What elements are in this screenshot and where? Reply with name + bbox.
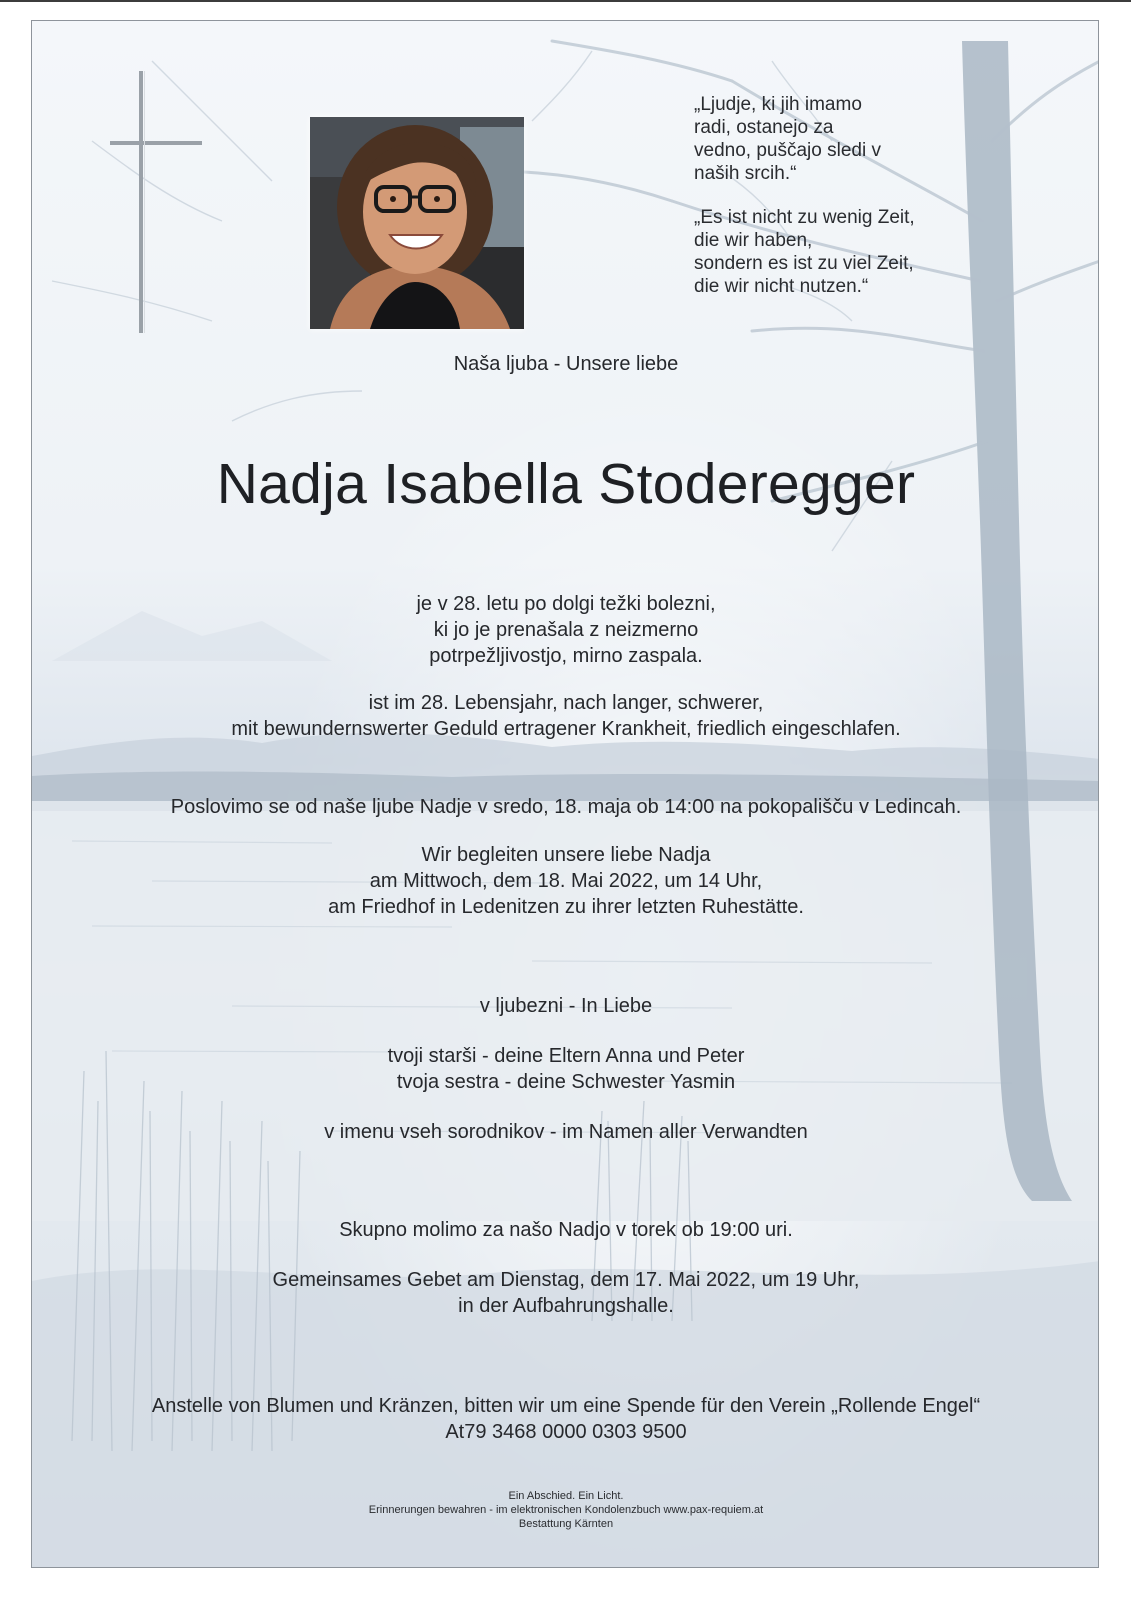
intro-line: Naša ljuba - Unsere liebe <box>453 353 679 375</box>
slovene-quote: „Ljudje, ki jih imamo radi, ostanejo za vedno, puščajo sledi v naših srcih.“ <box>694 94 881 184</box>
page-top-rule <box>0 0 1131 2</box>
cross-icon <box>110 71 210 341</box>
donation-text: Anstelle von Blumen und Kränzen, bitten wir um eine Spende für den Verein „Rollende Engel“ At79 3468 0000 0303 9500 <box>151 1395 981 1443</box>
german-prayer-text: Gemeinsames Gebet am Dienstag, dem 17. Mai 2022, um 19 Uhr, in der Aufbahrungshalle. <box>272 1269 860 1317</box>
deceased-portrait-photo <box>310 117 524 329</box>
slovene-passing-text: je v 28. letu po dolgi težki bolezni, ki jo je prenašala z neizmerno potrpežljivostjo, mirno zaspala. <box>416 593 716 667</box>
memorial-quotes <box>694 93 994 319</box>
slovene-prayer-text: Skupno molimo za našo Nadjo v torek ob 19:00 uri. <box>339 1219 793 1241</box>
slovene-funeral-text: Poslovimo se od naše ljube Nadje v sredo, 18. maja ob 14:00 na pokopališču v Ledincah. <box>170 796 962 818</box>
german-passing-text: ist im 28. Lebensjahr, nach langer, schwerer, mit bewundernswerter Geduld ertragener Krankheit, friedlich eingeschlafen. <box>231 692 901 740</box>
german-funeral-text: Wir begleiten unsere liebe Nadja am Mittwoch, dem 18. Mai 2022, um 14 Uhr, am Friedhof in Ledenitzen zu ihrer letzten Ruhestätte. <box>328 844 804 918</box>
in-love-line: v ljubezni - In Liebe <box>479 995 653 1017</box>
obituary-card <box>31 20 1099 1568</box>
footer-credits: Ein Abschied. Ein Licht. Erinnerungen bewahren - im elektronischen Kondolenzbuch www.pax-requiem.at Bestattung Kärnten <box>368 1490 764 1530</box>
deceased-name: Nadja Isabella Stoderegger <box>216 452 916 516</box>
german-quote: „Es ist nicht zu wenig Zeit, die wir haben, sondern es ist zu viel Zeit, die wir nicht nutzen.“ <box>694 207 915 297</box>
family-members: tvoji starši - deine Eltern Anna und Peter tvoja sestra - deine Schwester Yasmin <box>387 1045 745 1093</box>
relatives-line: v imenu vseh sorodnikov - im Namen aller Verwandten <box>324 1121 808 1143</box>
